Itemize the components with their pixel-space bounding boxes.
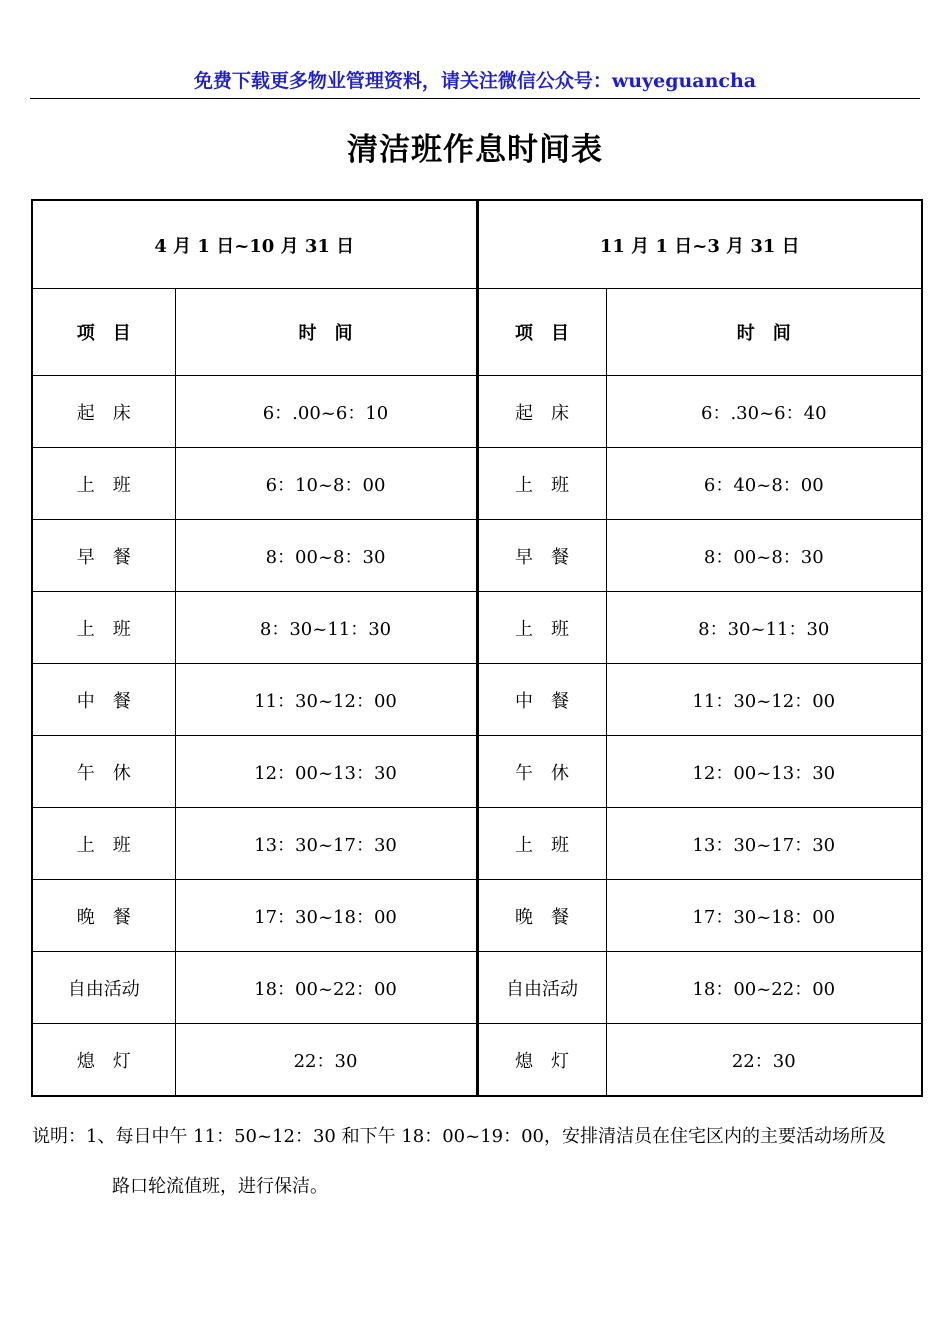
schedule-item-cell: 午 休: [477, 736, 606, 808]
schedule-time-cell: 8：30~11：30: [606, 592, 922, 664]
table-row: [32, 520, 922, 592]
schedule-item-cell: 晚 餐: [477, 880, 606, 952]
note: [32, 1112, 932, 1212]
schedule-time-cell: 8：00~8：30: [175, 520, 477, 592]
table-row: [32, 376, 922, 448]
schedule-item-cell: 上 班: [32, 448, 175, 520]
schedule-time-cell: 12：00~13：30: [175, 736, 477, 808]
schedule-item-cell: 上 班: [477, 808, 606, 880]
note-line-1: 说明：1、每日中午 11：50~12：30 和下午 18：00~19：00，安排清洁员在住宅区内的主要活动场所及: [32, 1126, 887, 1147]
schedule-time-cell: 12：00~13：30: [606, 736, 922, 808]
schedule-item-cell: 晚 餐: [32, 880, 175, 952]
schedule-time-cell: 6：10~8：00: [175, 448, 477, 520]
table-row: [32, 808, 922, 880]
schedule-item-cell: 中 餐: [477, 664, 606, 736]
schedule-item-cell: 上 班: [32, 808, 175, 880]
schedule-item-cell: 起 床: [477, 376, 606, 448]
table-row: [32, 1024, 922, 1097]
schedule-time-cell: 8：30~11：30: [175, 592, 477, 664]
schedule-item-cell: 起 床: [32, 376, 175, 448]
table-row: [32, 880, 922, 952]
schedule-item-cell: 早 餐: [32, 520, 175, 592]
schedule-time-cell: 13：30~17：30: [175, 808, 477, 880]
season-summer-header: 4 月 1 日~10 月 31 日: [32, 200, 477, 289]
schedule-item-cell: 午 休: [32, 736, 175, 808]
schedule-time-cell: 6：40~8：00: [606, 448, 922, 520]
schedule-item-cell: 自由活动: [477, 952, 606, 1024]
schedule-time-cell: 18：00~22：00: [606, 952, 922, 1024]
schedule-item-cell: 上 班: [477, 592, 606, 664]
schedule-time-cell: 17：30~18：00: [606, 880, 922, 952]
column-header-row: [32, 289, 922, 376]
schedule-item-cell: 熄 灯: [32, 1024, 175, 1097]
schedule-time-cell: 11：30~12：00: [175, 664, 477, 736]
table-row: [32, 592, 922, 664]
col-header-item-a: 项 目: [32, 289, 175, 376]
schedule-time-cell: 18：00~22：00: [175, 952, 477, 1024]
schedule-item-cell: 上 班: [477, 448, 606, 520]
schedule-item-cell: 自由活动: [32, 952, 175, 1024]
col-header-item-b: 项 目: [477, 289, 606, 376]
page-title: 清洁班作息时间表: [347, 132, 603, 168]
schedule-time-cell: 11：30~12：00: [606, 664, 922, 736]
schedule-time-cell: 17：30~18：00: [175, 880, 477, 952]
season-winter-header: 11 月 1 日~3 月 31 日: [477, 200, 922, 289]
schedule-time-cell: 6：.30~6：40: [606, 376, 922, 448]
schedule-time-cell: 13：30~17：30: [606, 808, 922, 880]
schedule-table: [31, 199, 923, 1097]
table-row: [32, 736, 922, 808]
table-row: [32, 664, 922, 736]
schedule-time-cell: 6：.00~6：10: [175, 376, 477, 448]
schedule-item-cell: 熄 灯: [477, 1024, 606, 1097]
schedule-item-cell: 中 餐: [32, 664, 175, 736]
note-line-2: 路口轮流值班，进行保洁。: [112, 1176, 328, 1197]
season-header-row: [32, 200, 922, 289]
col-header-time-b: 时 间: [606, 289, 922, 376]
table-row: [32, 448, 922, 520]
col-header-time-a: 时 间: [175, 289, 477, 376]
schedule-item-cell: 上 班: [32, 592, 175, 664]
schedule-item-cell: 早 餐: [477, 520, 606, 592]
schedule-time-cell: 22：30: [606, 1024, 922, 1097]
page-header: 免费下载更多物业管理资料，请关注微信公众号：wuyeguancha: [30, 66, 920, 99]
schedule-time-cell: 22：30: [175, 1024, 477, 1097]
schedule-time-cell: 8：00~8：30: [606, 520, 922, 592]
table-row: [32, 952, 922, 1024]
